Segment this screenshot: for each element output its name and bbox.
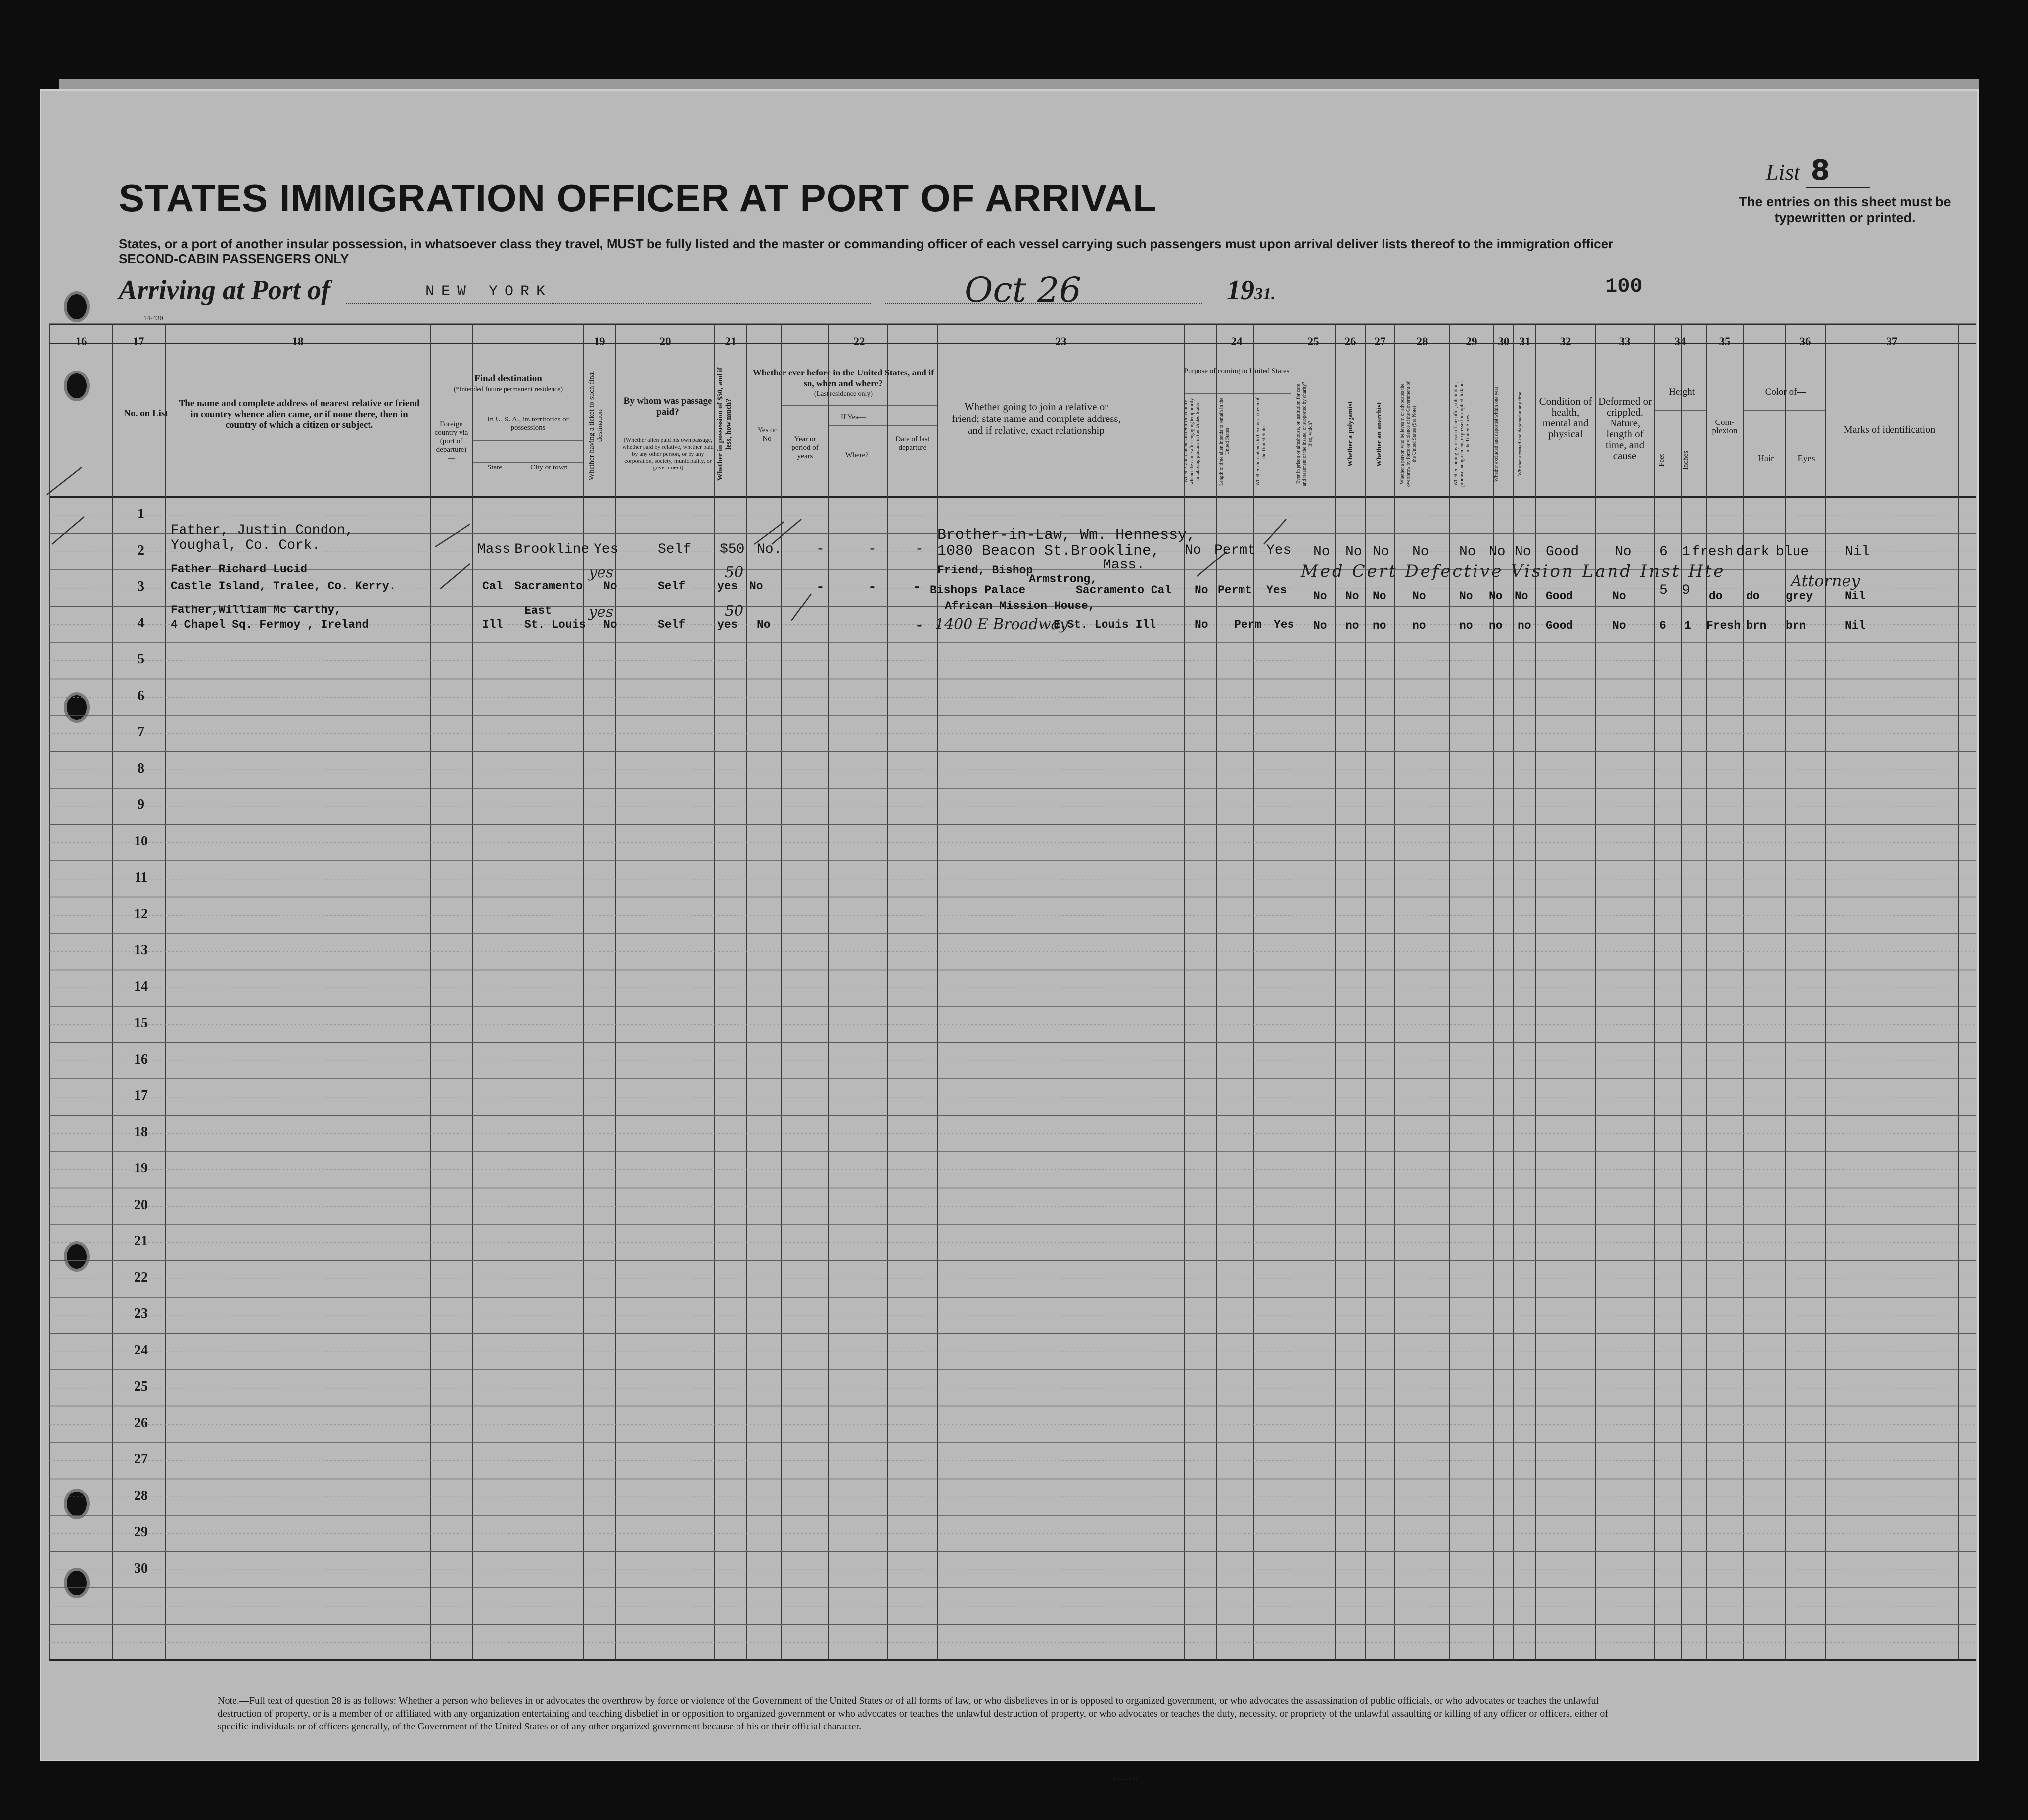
row-number: 29 xyxy=(134,1524,148,1540)
column-number: 33 xyxy=(1619,335,1631,348)
row3-deformed: No xyxy=(1613,619,1626,632)
row-number: 8 xyxy=(138,760,144,776)
header-excluded: Whether excluded and deported within one year xyxy=(1494,386,1499,482)
column-number: 21 xyxy=(725,335,737,348)
pencil-mark xyxy=(1264,519,1286,544)
row3-complexion: Fresh xyxy=(1706,619,1741,632)
row2-joining-line2: Armstrong, xyxy=(1029,573,1098,586)
row1-ticket: Yes xyxy=(594,542,619,557)
row2-city: Sacramento xyxy=(514,580,583,593)
row-number: 18 xyxy=(134,1124,148,1140)
header-inches: Inches xyxy=(1682,450,1690,470)
row-number: 23 xyxy=(134,1306,148,1321)
header-complexion: Com-plexion xyxy=(1712,418,1738,435)
row1-where: - xyxy=(868,542,876,557)
column-number: 23 xyxy=(1055,335,1067,348)
header-foreign-country: Foreign country via (port of departure)— xyxy=(434,420,468,462)
header-color-of: Color of— xyxy=(1765,387,1806,397)
row2-offer: No xyxy=(1459,590,1473,603)
column-number: 18 xyxy=(292,335,304,348)
row3-overthrow: no xyxy=(1412,619,1426,632)
column-number: 35 xyxy=(1719,335,1731,348)
header-ever-before xyxy=(752,367,935,400)
row2-inches: 9 xyxy=(1682,583,1690,598)
row3-excluded: no xyxy=(1489,619,1503,632)
row3-paid: Self xyxy=(658,618,686,631)
instructions-line: States, or a port of another insular possession, in whatsoever class they travel, MUST be fully listed and the master or commanding officer of each vessel carrying such passengers must upon arrival deliver lists thereof to the immigration officer xyxy=(119,236,1613,251)
column-number: 17 xyxy=(133,335,144,348)
ever-before-label: Whether ever before in the United States, and if so, when and where? xyxy=(752,368,934,388)
row-number: 30 xyxy=(134,1560,148,1576)
row1-complexion: fresh xyxy=(1692,544,1734,560)
row2-eyes: grey xyxy=(1786,590,1813,603)
row-number: 26 xyxy=(134,1415,148,1431)
header-city: City or town xyxy=(530,464,568,471)
row3-eyes: brn xyxy=(1786,619,1806,632)
row3-prison: No xyxy=(1313,619,1327,632)
row3-anarchist: no xyxy=(1373,619,1386,632)
row-number: 9 xyxy=(138,797,144,812)
row2-overthrow: No xyxy=(1412,590,1426,603)
column-number: 28 xyxy=(1416,335,1428,348)
row3-joining-line2: E.St. Louis Ill xyxy=(1054,618,1156,631)
header-purpose-a: Whether alien intends to return to country whence he came after engaging temporarily in laboring pursuits in the United States xyxy=(1183,398,1200,485)
row3-length: Perm xyxy=(1234,618,1262,631)
pencil-mark xyxy=(435,524,470,547)
header-eyes: Eyes xyxy=(1798,453,1815,463)
header-purpose-c: Whether alien intends to become a citizen of the United States xyxy=(1255,397,1267,486)
row-number: 17 xyxy=(134,1088,148,1103)
row-number: 24 xyxy=(134,1342,148,1358)
row2-possession-handwritten: 50 xyxy=(725,564,744,581)
header-anarchist: Whether an anarchist xyxy=(1376,402,1383,467)
row1-joining-line3: Mass. xyxy=(1103,558,1145,573)
row1-anarchist: No xyxy=(1373,544,1389,560)
row2-departure: - xyxy=(913,580,921,595)
header-yes-no: Yes or No xyxy=(757,426,777,443)
row-number: 3 xyxy=(138,579,144,594)
row3-joining-handwritten: 1400 E Broadway xyxy=(935,616,1068,633)
column-number: 31 xyxy=(1519,335,1531,348)
row1-deformed: No xyxy=(1615,544,1632,560)
row1-length: Permt xyxy=(1214,543,1256,558)
column-number: 30 xyxy=(1498,335,1510,348)
row3-ever-before: No xyxy=(757,618,771,631)
arrival-date: Oct 26 xyxy=(965,270,1082,310)
header-no-on-list: No. on List xyxy=(124,408,168,419)
row2-length: Permt xyxy=(1218,584,1252,597)
header-arrested: Whether arrested and deported at any time xyxy=(1518,392,1523,476)
row1-overthrow: No xyxy=(1412,544,1429,560)
header-final-destination xyxy=(433,373,584,395)
row-number: 19 xyxy=(134,1161,148,1176)
row3-relative-line2: 4 Chapel Sq. Fermoy , Ireland xyxy=(171,618,369,631)
column-number: 16 xyxy=(75,335,87,348)
row2-paid: Self xyxy=(658,580,686,593)
row1-city: Brookline xyxy=(514,542,590,557)
header-nearest-relative: The name and complete address of nearest relative or friend in country whence alien came, or if none there, then in country of which a citizen or subject. xyxy=(179,398,420,430)
row2-where: - xyxy=(868,580,876,595)
row1-citizen: Yes xyxy=(1266,543,1291,558)
pencil-mark xyxy=(440,564,470,589)
instructions-text xyxy=(119,236,1652,266)
header-passage-paid: By whom was passage paid? xyxy=(623,396,712,417)
pencil-mark xyxy=(47,467,82,495)
row2-feet: 5 xyxy=(1659,583,1668,598)
row-number: 13 xyxy=(134,942,148,958)
header-date-departure: Date of last departure xyxy=(895,435,930,452)
row-number: 11 xyxy=(134,870,148,885)
row2-complexion: do xyxy=(1709,590,1723,603)
row-number: 2 xyxy=(138,542,144,558)
header-passage-paid-sub: (Whether alien paid his own passage, whether paid by relative, whether paid by any other person, or by any corporation, society, municipality, or government) xyxy=(622,436,714,471)
row2-possession: yes xyxy=(717,580,738,593)
header-where: Where? xyxy=(845,451,869,459)
page-title: STATES IMMIGRATION OFFICER AT PORT OF ARRIVAL xyxy=(119,176,1157,220)
row2-citizen: Yes xyxy=(1266,584,1287,597)
row1-year: - xyxy=(816,542,825,557)
port-name: NEW YORK xyxy=(425,283,553,300)
column-number: 25 xyxy=(1307,335,1319,348)
header-if-yes: If Yes— xyxy=(840,413,866,421)
typewritten-note: The entries on this sheet must be typewritten or printed. xyxy=(1739,194,1951,225)
header-height: Height xyxy=(1669,387,1695,397)
row3-marks: Nil xyxy=(1845,619,1866,632)
row1-offer: No xyxy=(1459,544,1476,560)
row3-city-line1: East xyxy=(524,605,552,617)
header-purpose: Purpose of coming to United States xyxy=(1184,367,1290,375)
row3-joining-line1: African Mission House, xyxy=(945,600,1095,612)
year-prefix: 19 xyxy=(1227,275,1254,306)
row-number: 22 xyxy=(134,1269,148,1285)
column-number: 29 xyxy=(1466,335,1477,348)
row-number: 20 xyxy=(134,1197,148,1213)
column-number: 32 xyxy=(1560,335,1571,348)
row1-hair: dark xyxy=(1736,544,1770,560)
row3-polygamist: no xyxy=(1345,619,1359,632)
header-hair: Hair xyxy=(1758,453,1774,463)
column-number: 36 xyxy=(1799,335,1811,348)
row2-deformed: No xyxy=(1613,590,1626,603)
arriving-label: Arriving at Port of xyxy=(119,275,330,306)
row1-relative-line2: Youghal, Co. Cork. xyxy=(171,538,321,553)
row2-ticket-handwritten: yes xyxy=(589,564,614,581)
row3-relative-line1: Father,William Mc Carthy, xyxy=(171,604,342,616)
row1-inches: 1 xyxy=(1682,544,1690,560)
row3-citizen: Yes xyxy=(1274,618,1294,631)
row3-ticket-handwritten: yes xyxy=(589,604,614,621)
list-number-block xyxy=(1766,154,1870,187)
row2-condition: Good xyxy=(1546,590,1573,603)
row2-state: Cal xyxy=(482,580,503,593)
port-rule xyxy=(346,303,871,304)
row3-return: No xyxy=(1195,618,1208,631)
final-destination-label: Final destination xyxy=(474,373,542,384)
row-number: 7 xyxy=(138,724,144,740)
header-overthrow: Whether a person who believes in or advocates the overthrow by force or violence of the Government of the United States (See Note) xyxy=(1400,381,1417,487)
row3-state: Ill xyxy=(482,618,503,631)
pencil-mark xyxy=(791,594,811,621)
row1-joining-line2: 1080 Beacon St.Brookline, xyxy=(937,543,1160,560)
row-number: 14 xyxy=(134,979,148,994)
row-number: 28 xyxy=(134,1488,148,1503)
row-number: 5 xyxy=(138,652,144,667)
column-number: 22 xyxy=(853,335,865,348)
row-number: 21 xyxy=(134,1233,148,1249)
row1-condition: Good xyxy=(1546,544,1579,560)
row-number: 1 xyxy=(138,506,144,521)
row2-anarchist: No xyxy=(1373,590,1386,603)
form-code: 14-430 xyxy=(143,315,163,322)
row3-condition: Good xyxy=(1546,619,1573,632)
header-purpose-b: Length of time alien intends to remain in the United States xyxy=(1219,397,1230,486)
row1-relative-line1: Father, Justin Condon, xyxy=(171,523,354,538)
column-number: 20 xyxy=(659,335,671,348)
arrival-year xyxy=(1227,275,1276,306)
column-number: 37 xyxy=(1886,335,1898,348)
row2-polygamist: No xyxy=(1345,590,1359,603)
header-marks: Marks of identification xyxy=(1844,424,1936,435)
row-number: 6 xyxy=(138,688,144,703)
row3-city: St. Louis xyxy=(524,618,586,631)
pencil-mark xyxy=(754,522,784,544)
footer-form-code: 14—430 xyxy=(1113,1776,1137,1783)
row1-paid: Self xyxy=(658,542,691,557)
row2-attorney-annotation: Attorney xyxy=(1791,571,1860,590)
header-deformed: Deformed or crippled. Nature, length of time, and cause xyxy=(1598,395,1652,462)
pencil-mark xyxy=(52,517,84,544)
list-label: List xyxy=(1766,159,1800,185)
row2-relative-line2: Castle Island, Tralee, Co. Kerry. xyxy=(171,580,396,593)
row-number: 16 xyxy=(134,1051,148,1067)
row2-hair: do xyxy=(1746,590,1760,603)
row-number: 15 xyxy=(134,1015,148,1030)
header-year-period: Year or period of years xyxy=(791,435,819,460)
row3-offer: no xyxy=(1459,619,1473,632)
footnote-question-28: Note.—Full text of question 28 is as follows: Whether a person who believes in or advocates the overthrow by force or violence of the Government of the United States or of all forms of law, or who disbelieves in or is opposed to organized government, or who advocates the assassination of public officials, or who advocates or teaches the unlawful destruction of property, or is a member of or affiliated with any organization entertaining and teaching disbelief in or opposition to organized government or who advocates or teaches the unlawful destruction of property, or who advocates or teaches the duty, necessity, or propriety of the unlawful assaulting or killing of any officer or officers, either of specific individuals or of officers generally, of the Government of the United States or of any other organized government because of his or their official character. xyxy=(218,1695,1608,1732)
row2-arrested: No xyxy=(1515,590,1528,603)
row2-prison: No xyxy=(1313,590,1327,603)
row2-relative-line1: Father Richard Lucid xyxy=(171,563,308,576)
ever-before-sub: (Last residence only) xyxy=(814,390,873,398)
header-possession: Whether in possession of $50, and if less, how much? xyxy=(716,367,733,481)
passenger-class: SECOND-CABIN PASSENGERS ONLY xyxy=(119,251,349,266)
row-number: 27 xyxy=(134,1451,148,1467)
list-number: 8 xyxy=(1806,154,1870,188)
row3-departure: - xyxy=(915,618,923,634)
final-destination-sub: (*Intended future permanent residence) xyxy=(453,386,563,393)
row1-joining-line1: Brother-in-Law, Wm. Hennessy, xyxy=(937,527,1196,544)
column-number: 34 xyxy=(1674,335,1686,348)
header-in-usa: In U. S. A., its territories or possessions xyxy=(487,416,569,432)
row1-departure: - xyxy=(915,542,923,557)
row-number: 10 xyxy=(134,833,148,849)
row1-state: Mass xyxy=(477,542,511,557)
row2-ticket: No xyxy=(603,580,617,593)
row1-eyes: blue xyxy=(1776,544,1809,560)
column-number: 27 xyxy=(1374,335,1386,348)
row-number: 25 xyxy=(134,1379,148,1394)
row2-marks: Nil xyxy=(1845,590,1866,603)
row3-arrested: no xyxy=(1518,619,1531,632)
row3-possession: yes xyxy=(717,618,738,631)
header-feet: Feet xyxy=(1658,454,1666,467)
row1-feet: 6 xyxy=(1659,544,1668,560)
row-number: 12 xyxy=(134,906,148,922)
row2-joining-line3: Bishops Palace xyxy=(930,584,1026,597)
row3-ticket: No xyxy=(603,618,617,631)
row2-ever-before: No xyxy=(749,580,763,593)
row1-marks: Nil xyxy=(1845,544,1870,560)
row3-inches: 1 xyxy=(1684,619,1691,632)
header-state: State xyxy=(487,464,502,471)
header-coming-by-reason: Whether coming by reason of any offer, solicitation, promise, or agreement, expressed or implied, to labor in the United States xyxy=(1453,381,1471,487)
row2-year: - xyxy=(816,580,825,595)
header-polygamist: Whether a polygamist xyxy=(1347,401,1354,467)
header-ticket: Whether having a ticket to such final destination xyxy=(588,371,604,480)
page-number: 100 xyxy=(1605,275,1643,298)
row3-possession-handwritten: 50 xyxy=(725,603,744,620)
row2-joining-line1: Friend, Bishop xyxy=(937,564,1033,577)
year-suffix: 31. xyxy=(1254,285,1276,303)
row2-excluded: No xyxy=(1489,590,1503,603)
row-number: 4 xyxy=(138,615,144,631)
column-number: 24 xyxy=(1231,335,1243,348)
row3-hair: brn xyxy=(1746,619,1767,632)
row1-ever-before: No. xyxy=(757,542,782,557)
column-number: 26 xyxy=(1344,335,1356,348)
row2-medical-annotation: Med Cert Defective Vision Land Inst Hte xyxy=(1301,561,1726,581)
header-prison: Ever in prison or almshouse, or institution for care and treatment of the insane, or supported by charity? If so, which? xyxy=(1296,382,1313,486)
row3-feet: 6 xyxy=(1659,619,1666,632)
row1-polygamist: No xyxy=(1345,544,1362,560)
row1-excluded: No xyxy=(1489,544,1506,560)
header-condition: Condition of health, mental and physical xyxy=(1539,395,1592,440)
row1-return: No xyxy=(1185,543,1201,558)
row2-joining-line4: Sacramento Cal xyxy=(1076,584,1172,597)
row1-possession: $50 xyxy=(720,542,745,557)
column-number: 19 xyxy=(594,335,605,348)
row1-prison: No xyxy=(1313,544,1330,560)
header-joining: Whether going to join a relative or friend; state name and complete address, and if relative, exact relationship xyxy=(952,401,1121,436)
row1-arrested: No xyxy=(1515,544,1531,560)
pencil-mark xyxy=(772,519,801,544)
row2-return: No xyxy=(1195,584,1208,597)
